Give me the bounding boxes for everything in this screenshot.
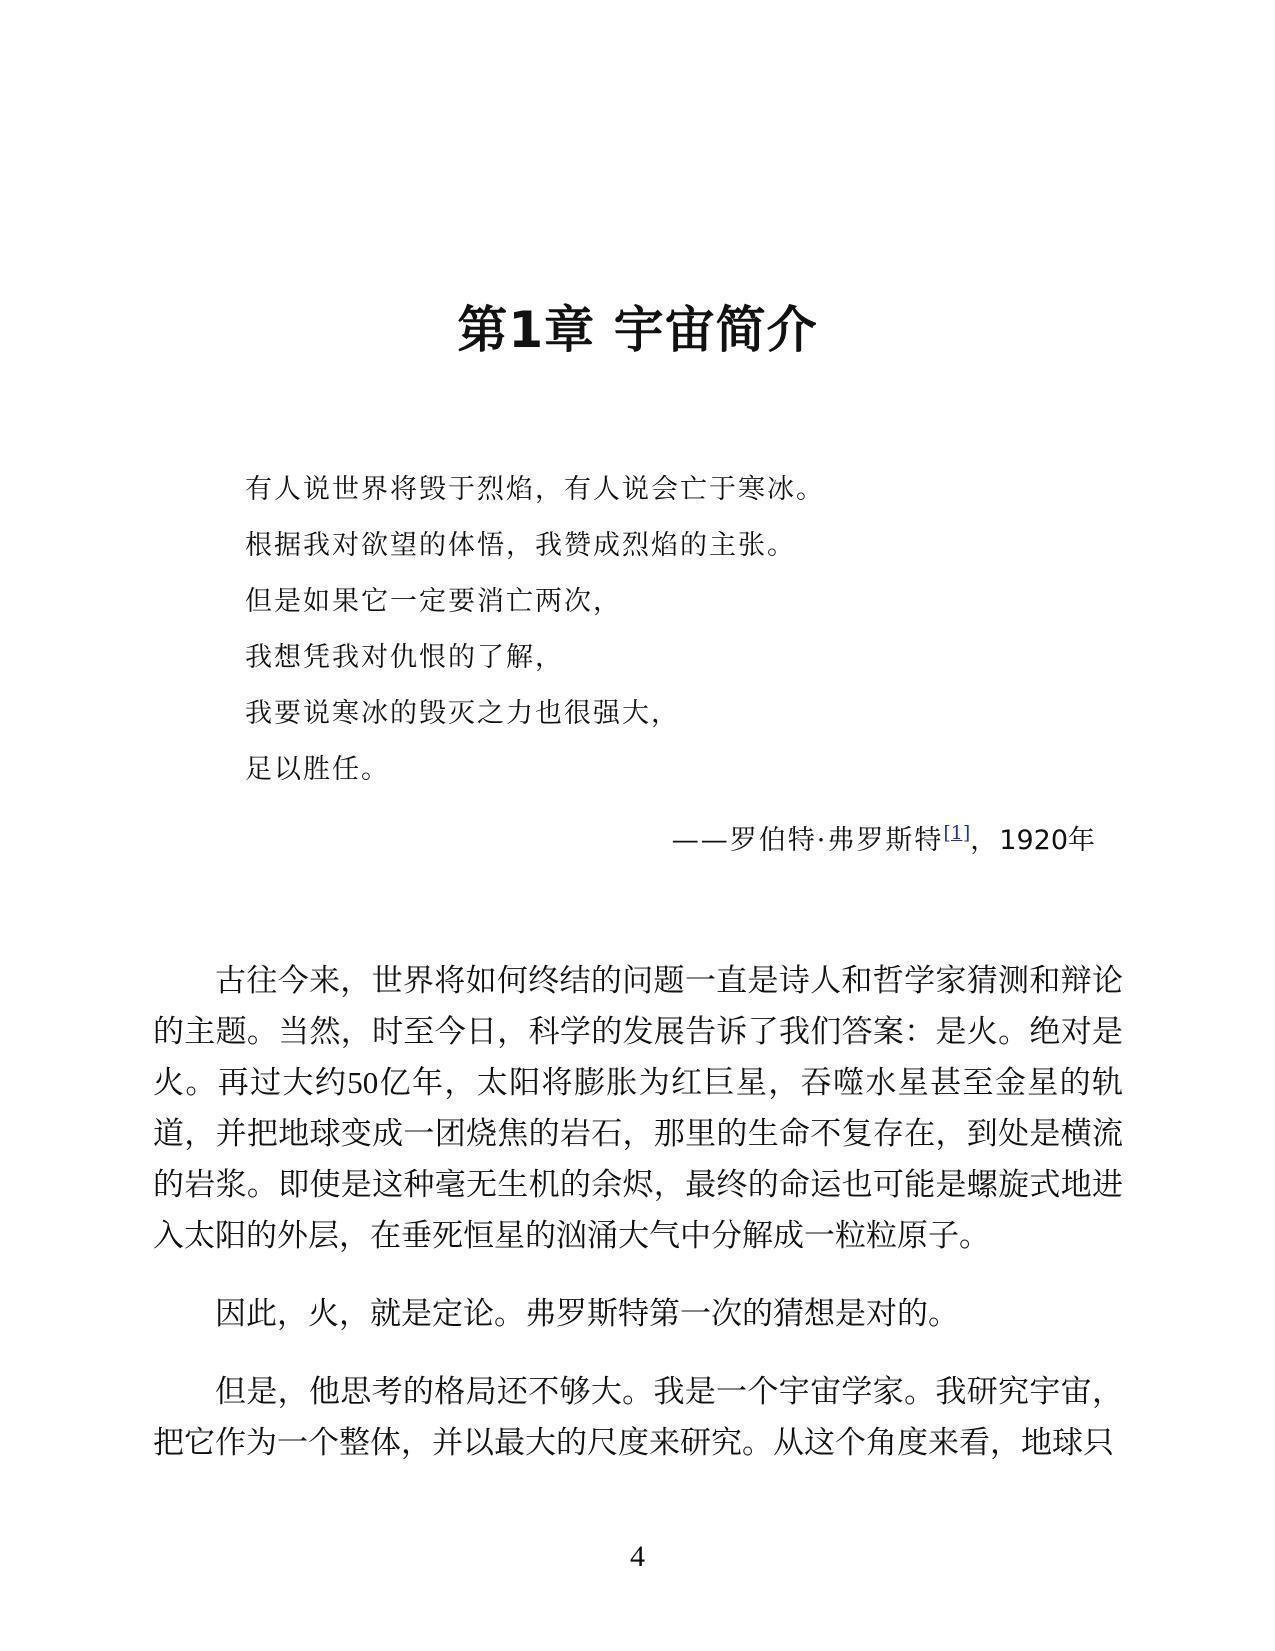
- body-paragraph: 古往今来，世界将如何终结的问题一直是诗人和哲学家猜测和辩论的主题。当然，时至今日，科学的发展告诉了我们答案：是火。绝对是火。再过大约50亿年，太阳将膨胀为红巨星，吞噬水星甚至金星的轨道，并把地球变成一团烧焦的岩石，那里的生命不复存在，到处是横流的岩浆。即使是这种毫无生机的余烬，最终的命运也可能是螺旋式地进入太阳的外层，在垂死恒星的汹涌大气中分解成一粒粒原子。: [153, 963, 1123, 1253]
- attribution-separator: ，: [970, 825, 1000, 856]
- epigraph-line: 我想凭我对仇恨的了解，: [245, 642, 564, 673]
- epigraph-line: 足以胜任。: [245, 754, 390, 785]
- attribution-author: ——罗伯特·弗罗斯特: [671, 825, 944, 856]
- body-text: [153, 955, 1123, 1495]
- footnote-link[interactable]: [1]: [943, 822, 971, 844]
- epigraph: [245, 470, 1105, 806]
- epigraph-line: 我要说寒冰的毁灭之力也很强大，: [245, 698, 680, 729]
- epigraph-line: 有人说世界将毁于烈焰，有人说会亡于寒冰。: [245, 474, 825, 505]
- epigraph-line: 根据我对欲望的体悟，我赞成烈焰的主张。: [245, 530, 796, 561]
- epigraph-attribution: [672, 818, 1095, 857]
- chapter-title: 第1章 宇宙简介: [457, 301, 818, 359]
- body-paragraph: 但是，他思考的格局还不够大。我是一个宇宙学家。我研究宇宙，把它作为一个整体，并以最大的尺度来研究。从这个角度来看，地球只: [153, 1374, 1123, 1460]
- body-paragraph: 因此，火，就是定论。弗罗斯特第一次的猜想是对的。: [215, 1296, 959, 1331]
- attribution-year: 1920年: [999, 825, 1095, 856]
- page-number: 4: [630, 1540, 645, 1573]
- epigraph-line: 但是如果它一定要消亡两次，: [245, 586, 622, 617]
